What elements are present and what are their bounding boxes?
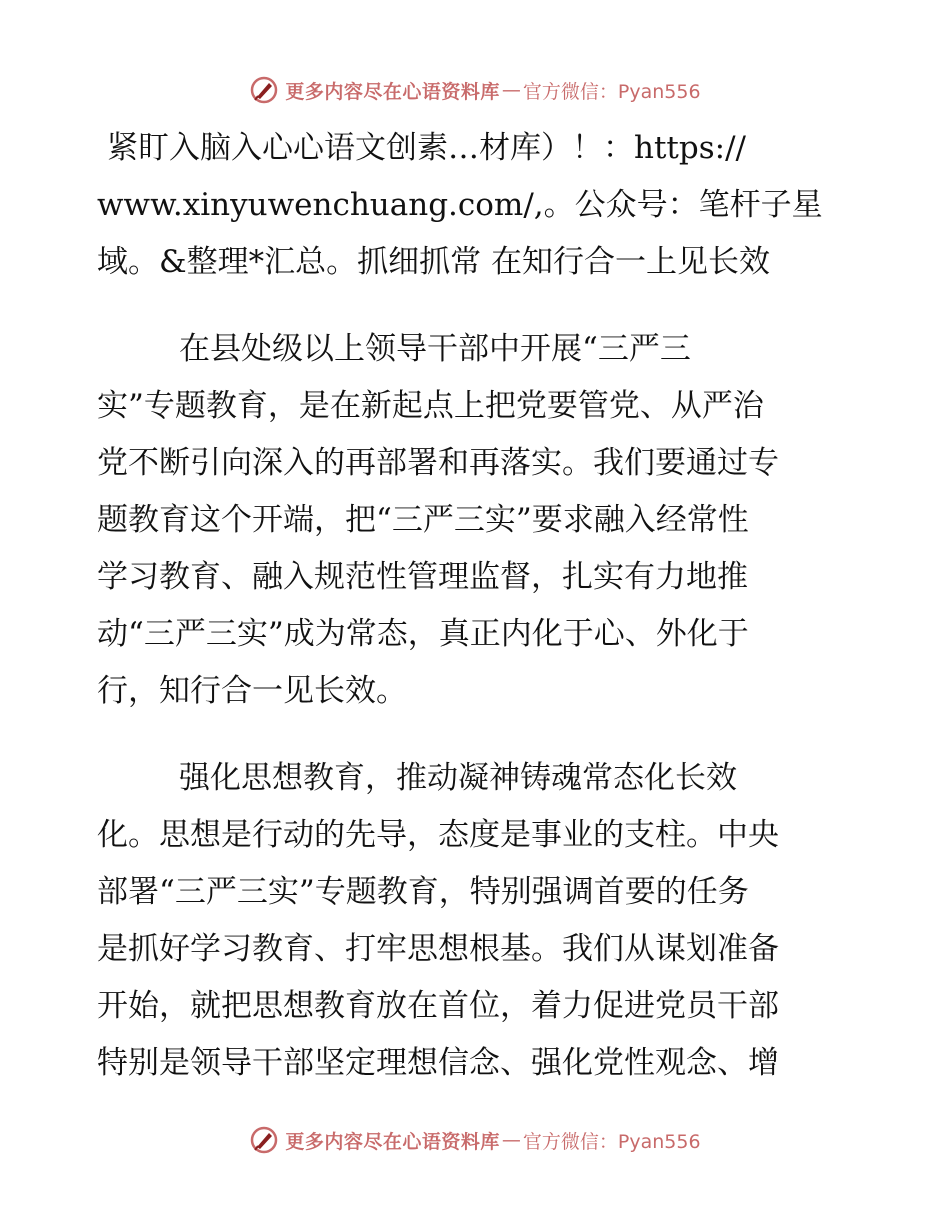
paragraph1-line: 党不断引向深入的再部署和再落实。我们要通过专 [97,445,779,481]
paragraph2-line: 强化思想教育，推动凝神铸魂常态化长效 [179,760,737,796]
footer-banner [0,1120,950,1160]
banner-dash: — [501,79,521,101]
paragraph1-line: 学习教育、融入规范性管理监督，扎实有力地推 [97,559,748,595]
paragraph2-line: 特别是领导干部坚定理想信念、强化党性观念、增 [97,1045,779,1081]
paragraph-gap [97,720,849,750]
paragraph1-line: 实”专题教育，是在新起点上把党要管党、从严治 [97,388,764,424]
paragraph2-line: 开始，就把思想教育放在首位，着力促进党员干部 [97,988,779,1024]
intro-line: www.xinyuwenchuang.com/,。公众号：笔杆子星 [97,187,823,223]
banner-wechat: 官方微信：Pyan556 [522,80,701,103]
paragraph2-line: 部署“三严三实”专题教育，特别强调首要的任务 [97,874,749,910]
intro-line: 域。&整理*汇总。抓细抓常 在知行合一上见长效 [97,244,770,280]
document-body [97,120,849,1092]
banner-wechat: 官方微信：Pyan556 [522,1130,701,1153]
paragraph1-line: 动“三严三实”成为常态，真正内化于心、外化于 [97,616,749,652]
quill-logo-icon [249,75,279,105]
header-banner [0,70,950,110]
paragraph1-line: 题教育这个开端，把“三严三实”要求融入经常性 [97,502,749,538]
intro-line: 紧盯入脑入心心语文创素…材库）！：https:// [107,130,746,166]
paragraph1-line: 在县处级以上领导干部中开展“三严三 [179,331,691,367]
quill-logo-icon [249,1125,279,1155]
paragraph2-line: 化。思想是行动的先导，态度是事业的支柱。中央 [97,817,779,853]
paragraph2-line: 是抓好学习教育、打牢思想根基。我们从谋划准备 [97,931,779,967]
paragraph1-line: 行，知行合一见长效。 [97,673,407,709]
banner-title: 更多内容尽在心语资料库 [285,80,500,103]
banner-title: 更多内容尽在心语资料库 [285,1130,500,1153]
banner-dash: — [501,1129,521,1151]
paragraph-gap [97,291,849,321]
